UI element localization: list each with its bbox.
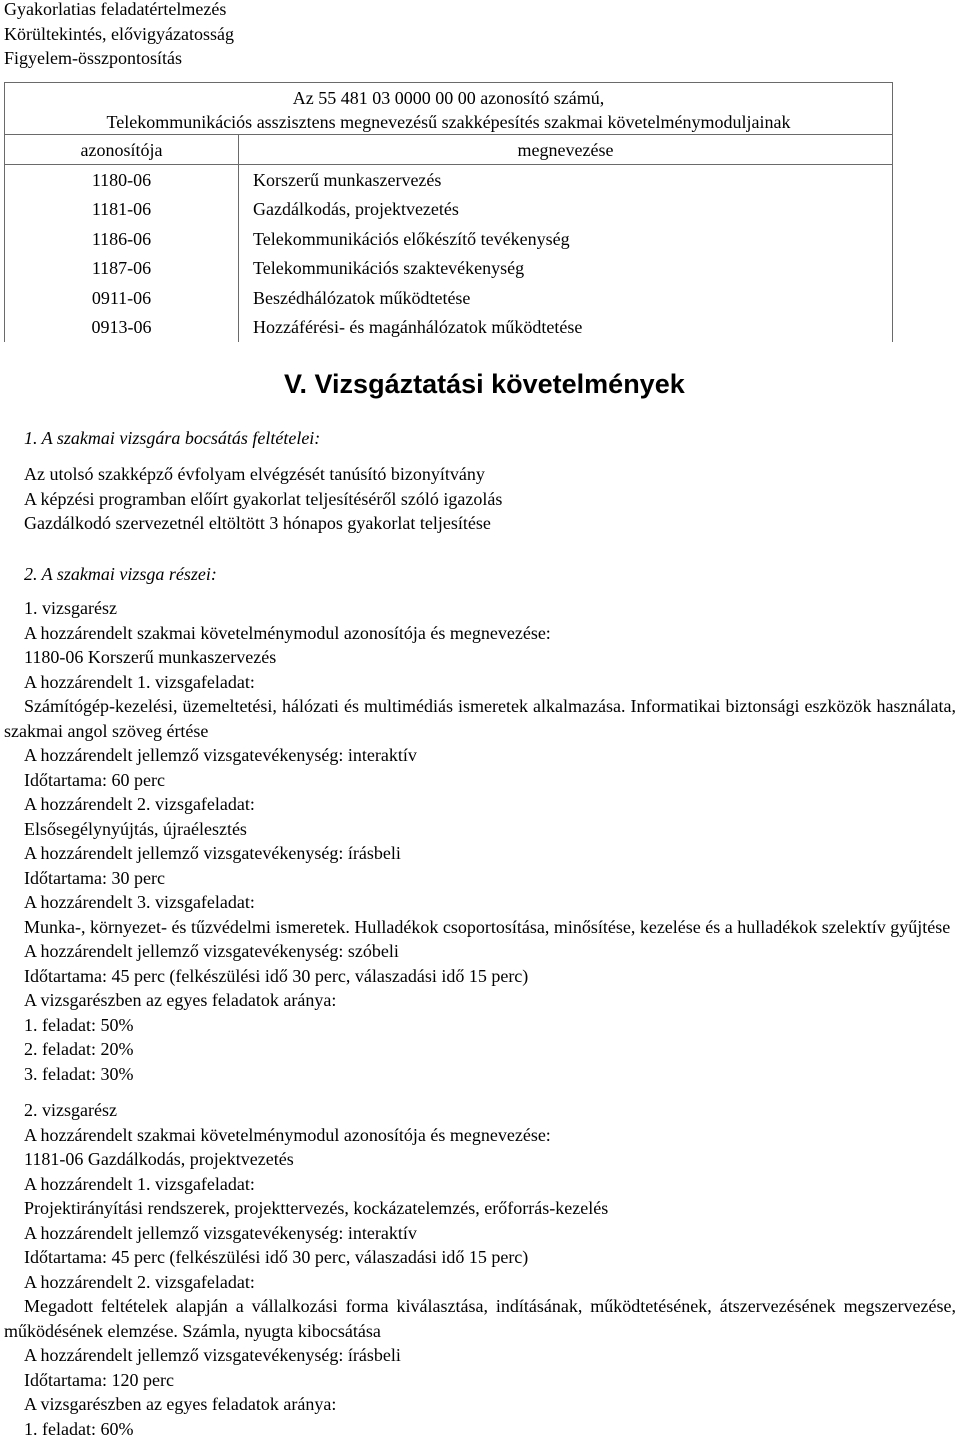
ratio-label: A vizsgarészben az egyes feladatok aránya: [24, 1394, 337, 1414]
task-text: Projektirányítási rendszerek, projekttervezés, kockázatelemzés, erőforrás-kezelés [24, 1198, 609, 1218]
module-name: Telekommunikációs előkészítő tevékenység [239, 224, 893, 254]
exam-parts-heading: 2. A szakmai vizsga részei: [24, 564, 217, 584]
condition-line: A képzési programban előírt gyakorlat teljesítéséről szóló igazolás [24, 488, 503, 509]
module-value: 1180-06 Korszerű munkaszervezés [24, 647, 277, 667]
task-duration: Időtartama: 45 perc (felkészülési idő 30 perc, válaszadási idő 15 perc) [24, 1247, 529, 1267]
module-label: A hozzárendelt szakmai követelménymodul azonosítója és megnevezése: [24, 1124, 551, 1145]
module-name: Telekommunikációs szaktevékenység [239, 254, 893, 284]
task-text: Megadott feltételek alapján a vállalkozási forma kiválasztása, indításának, működtetésének, átszervezésének megszervezése, működésének elemzése. Számla, nyugta kibocsátása [4, 1296, 956, 1341]
task-label: A hozzárendelt 2. vizsgafeladat: [24, 1271, 255, 1292]
column-header-code: azonosítója [5, 135, 239, 165]
ratio-item: 1. feladat: 60% [24, 1418, 134, 1439]
task-activity: A hozzárendelt jellemző vizsgatevékenység: szóbeli [24, 941, 399, 961]
table-row [5, 254, 893, 284]
task-label: A hozzárendelt 1. vizsgafeladat: [24, 671, 255, 692]
part-title: 1. vizsgarész [24, 598, 117, 618]
table-row [5, 224, 893, 254]
module-code: 0913-06 [5, 313, 239, 343]
competency-list [4, 0, 234, 71]
module-value: 1181-06 Gazdálkodás, projektvezetés [24, 1149, 294, 1169]
exam-part-1 [4, 596, 956, 1441]
module-code: 1187-06 [5, 254, 239, 284]
task-label: A hozzárendelt 1. vizsgafeladat: [24, 1173, 255, 1194]
task-duration: Időtartama: 60 perc [24, 769, 165, 790]
table-caption-line1: Az 55 481 03 0000 00 00 azonosító számú, [5, 83, 893, 111]
task-duration: Időtartama: 45 perc (felkészülési idő 30 perc, válaszadási idő 15 perc) [24, 965, 529, 986]
column-header-name: megnevezése [239, 135, 893, 165]
module-code: 0911-06 [5, 283, 239, 313]
table-caption-line2: Telekommunikációs asszisztens megnevezésű szakképesítés szakmai követelménymoduljainak [5, 110, 893, 135]
condition-line: Az utolsó szakképző évfolyam elvégzését tanúsító bizonyítvány [24, 464, 485, 484]
module-label: A hozzárendelt szakmai követelménymodul azonosítója és megnevezése: [24, 622, 551, 643]
task-duration: Időtartama: 120 perc [24, 1369, 174, 1390]
section-title: V. Vizsgáztatási követelmények [284, 369, 685, 399]
module-code: 1181-06 [5, 195, 239, 225]
task-label: A hozzárendelt 2. vizsgafeladat: [24, 794, 255, 814]
table-row [5, 283, 893, 313]
ratio-item: 2. feladat: 20% [24, 1039, 134, 1059]
ratio-item: 1. feladat: 50% [24, 1014, 134, 1035]
table-row [5, 165, 893, 195]
module-name: Gazdálkodás, projektvezetés [239, 195, 893, 225]
module-table [4, 82, 893, 342]
task-activity: A hozzárendelt jellemző vizsgatevékenység: interaktív [24, 1222, 417, 1243]
admission-conditions [24, 462, 956, 536]
task-text: Számítógép-kezelési, üzemeltetési, hálózati és multimédiás ismeretek alkalmazása. Informatikai biztonsági eszközök használata, szakmai angol szöveg értése [4, 696, 956, 741]
module-name: Hozzáférési- és magánhálózatok működtetése [239, 313, 893, 343]
admission-heading: 1. A szakmai vizsgára bocsátás feltételei: [24, 428, 321, 448]
module-name: Korszerű munkaszervezés [239, 165, 893, 195]
ratio-item: 3. feladat: 30% [24, 1063, 134, 1084]
task-activity: A hozzárendelt jellemző vizsgatevékenység: írásbeli [24, 843, 401, 863]
condition-line: Gazdálkodó szervezetnél eltöltött 3 hónapos gyakorlat teljesítése [24, 513, 491, 533]
competency-item: Figyelem-összpontosítás [4, 48, 182, 68]
task-label: A hozzárendelt 3. vizsgafeladat: [24, 892, 255, 912]
table-row [5, 313, 893, 343]
spacer [24, 1086, 956, 1098]
module-name: Beszédhálózatok működtetése [239, 283, 893, 313]
ratio-label: A vizsgarészben az egyes feladatok aránya: [24, 990, 337, 1010]
table-row [5, 195, 893, 225]
task-text: Elsősegélynyújtás, újraélesztés [24, 818, 247, 839]
module-code: 1186-06 [5, 224, 239, 254]
task-duration: Időtartama: 30 perc [24, 867, 165, 888]
module-code: 1180-06 [5, 165, 239, 195]
task-activity: A hozzárendelt jellemző vizsgatevékenység: interaktív [24, 745, 417, 765]
task-activity: A hozzárendelt jellemző vizsgatevékenység: írásbeli [24, 1345, 401, 1365]
part-title: 2. vizsgarész [24, 1100, 117, 1120]
competency-item: Körültekintés, elővigyázatosság [4, 23, 234, 44]
competency-item: Gyakorlatias feladatértelmezés [4, 0, 227, 19]
task-text: Munka-, környezet- és tűzvédelmi ismeretek. Hulladékok csoportosítása, minősítése, kezelése és a hulladékok szelektív gyűjtése [24, 916, 951, 937]
